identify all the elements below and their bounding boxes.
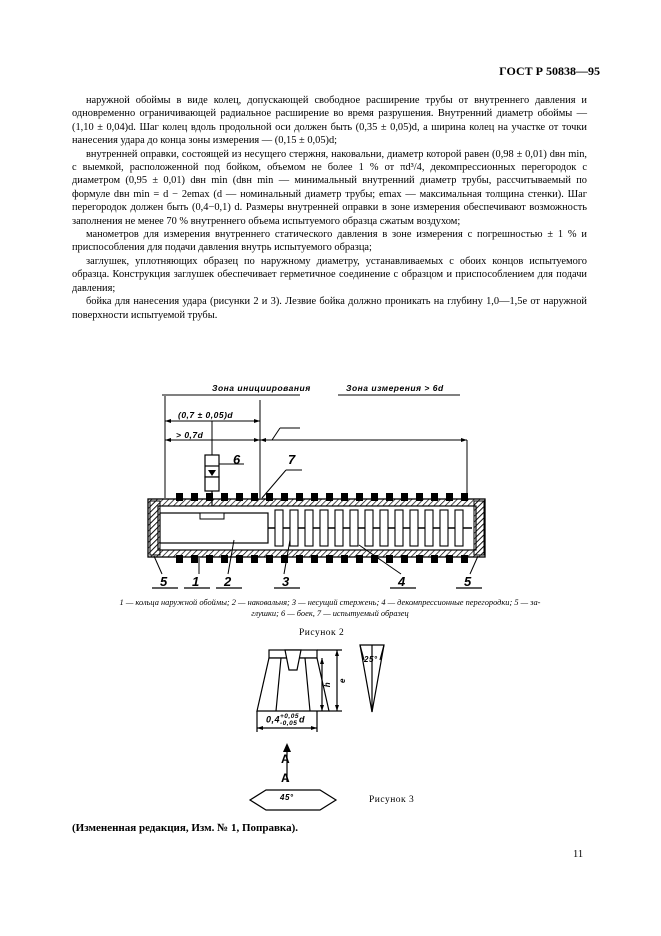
- height-label-e: e: [337, 678, 347, 683]
- amendment-note: (Измененная редакция, Изм. № 1, Поправка).: [72, 822, 298, 834]
- height-label-h: h: [323, 681, 333, 688]
- width-unit: d: [298, 714, 305, 725]
- paragraph-inner-mandrel: внутренней оправки, состоящей из несущего стержня, наковальни, диаметр которой равен (0,98 ± 0,01) dвн min, с выемкой, расположенной под бойком, объемом не более 1 % от πd³/4, декомпрессионных перегородок с диаметром (0,95 ± 0,01) dвн min (dвн min — минимальный внутренний диаметр трубы, рассчитываемый по формуле dвн min = d − 2emax (d — номинальный диаметр трубы; emax — максимальная толщина стенки). Шаг перегородок должен быть (0,4−0,1) d. Размеры внутренней оправки в зоне измерения обеспечивают возможность заполнения не менее 70 % внутреннего объема испытуемого образца сжатым воздухом;: [72, 148, 587, 227]
- callout-5-right: 5: [464, 574, 472, 589]
- paragraph-manometers: манометров для измерения внутреннего статического давления в зоне измерения с погрешностью ± 1 % и приспособления для подачи давления внутрь испытуемого образца;: [72, 229, 587, 254]
- standard-header: ГОСТ Р 50838—95: [499, 64, 600, 78]
- dim-top-label: (0,7 ± 0,05)d: [178, 410, 234, 420]
- view-label-a-2: А: [281, 771, 291, 785]
- angle-top-label: 25°: [364, 655, 378, 664]
- page-number: 11: [573, 849, 584, 860]
- callout-3: 3: [282, 574, 290, 589]
- width-value: 0,4: [266, 714, 281, 725]
- width-label: [266, 713, 305, 727]
- legend-line-2: глушки; 6 — боек, 7 — испытуемый образец: [251, 609, 409, 618]
- paragraph-outer-cage: наружной обоймы в виде колец, допускающей свободное расширение трубы от внутреннего давления и одновременно ограничивающей радиальное расширение во время разрушения. Внутренний диаметр обоймы — (1,10 ± 0,04)d. Шаг колец вдоль продольной оси должен быть (0,35 ± 0,05)d, а ширина колец на участке от точки нанесения удара до конца зоны измерения — (0,15 ± 0,05)d;: [72, 95, 587, 147]
- dim-second-label: > 0,7d: [176, 430, 204, 440]
- paragraph-plugs: заглушек, уплотняющих образец по наружному диаметру, устанавливаемых с обоих концов испытуемого образца. Конструкция заглушек обеспечивает герметичное соединение с образцом и приспособлением для подачи давления;: [72, 255, 587, 294]
- tol-minus: -0,05: [280, 720, 298, 727]
- callout-6b: 6: [233, 452, 241, 467]
- figure-3-caption: Рисунок 3: [369, 795, 415, 805]
- angle-bottom-label: 45°: [280, 793, 294, 802]
- zone-init-label: Зона инициирования: [212, 383, 311, 393]
- callout-2: 2: [224, 574, 232, 589]
- paragraph-striker: бойка для нанесения удара (рисунки 2 и 3). Лезвие бойка должно проникать на глубину 1,0—1,5e от наружной поверхности испытуемой трубы.: [72, 296, 587, 321]
- zone-measure-label: Зона измерения > 6d: [346, 383, 444, 393]
- callout-6: 7: [288, 452, 296, 467]
- figure-2-caption: Рисунок 2: [299, 628, 345, 638]
- legend-line-1: 1 — кольца наружной обоймы; 2 — наковальня; 3 — несущий стержень; 4 — декомпрессионные перегородки; 5 — за-: [119, 598, 541, 607]
- callout-5-left: 5: [160, 574, 168, 589]
- callout-4: 4: [398, 574, 406, 589]
- view-label-a: А: [281, 752, 291, 766]
- tol-plus: +0,05: [280, 713, 299, 720]
- callout-1: 1: [192, 574, 200, 589]
